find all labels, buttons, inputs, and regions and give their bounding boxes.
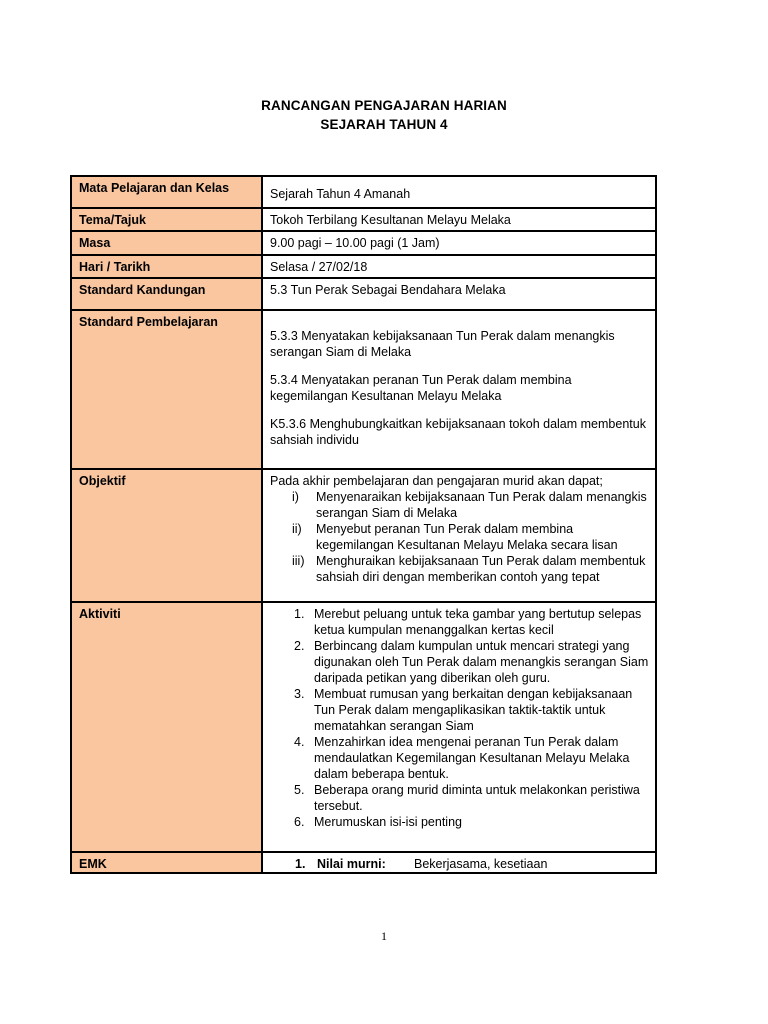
list-marker: 2. (294, 639, 305, 653)
list-item-text: Merebut peluang untuk teka gambar yang bertutup selepas ketua kumpulan menanggalkan kertas kecil (314, 607, 642, 637)
standard-item: K5.3.6 Menghubungkaitkan kebijaksanaan tokoh dalam membentuk sahsiah individu (270, 417, 646, 447)
row-masa (71, 231, 656, 255)
value-hari: Selasa / 27/02/18 (262, 255, 656, 278)
list-item-text: Berbincang dalam kumpulan untuk mencari strategi yang digunakan oleh Tun Perak dalam menangkis serangan Siam daripada petikan yang diberikan oleh guru. (314, 639, 649, 685)
list-marker: ii) (292, 522, 302, 536)
emk-number: 1. (295, 857, 306, 871)
emk-key: Nilai murni: (317, 857, 386, 871)
list-item (270, 814, 649, 830)
lesson-plan-table (70, 175, 657, 874)
list-marker: iii) (292, 554, 305, 568)
row-objektif (71, 469, 656, 602)
list-item-text: Merumuskan isi-isi penting (314, 815, 462, 829)
value-mata-pelajaran: Sejarah Tahun 4 Amanah (262, 176, 656, 208)
list-item (270, 734, 649, 782)
value-objektif (262, 469, 656, 602)
label-tema: Tema/Tajuk (71, 208, 262, 231)
list-item (270, 521, 649, 553)
list-item (270, 489, 649, 521)
emk-item (270, 856, 649, 872)
list-item (270, 782, 649, 814)
value-standard-kandungan: 5.3 Tun Perak Sebagai Bendahara Melaka (262, 278, 656, 310)
list-marker: 4. (294, 735, 305, 749)
list-marker: i) (292, 490, 299, 504)
label-mata-pelajaran: Mata Pelajaran dan Kelas (71, 176, 262, 208)
value-masa: 9.00 pagi – 10.00 pagi (1 Jam) (262, 231, 656, 255)
row-mata-pelajaran (71, 176, 656, 208)
objektif-list (270, 489, 649, 585)
value-emk (262, 852, 656, 873)
label-emk: EMK (71, 852, 262, 873)
value-tema: Tokoh Terbilang Kesultanan Melayu Melaka (262, 208, 656, 231)
list-item (270, 638, 649, 686)
row-aktiviti (71, 602, 656, 852)
list-item-text: Beberapa orang murid diminta untuk melakonkan peristiwa tersebut. (314, 783, 640, 813)
list-item-text: Menzahirkan idea mengenai peranan Tun Perak dalam mendaulatkan Kegemilangan Kesultanan Melayu Melaka dalam beberapa bentuk. (314, 735, 630, 781)
label-masa: Masa (71, 231, 262, 255)
list-marker: 1. (294, 607, 305, 621)
list-item-text: Membuat rumusan yang berkaitan dengan kebijaksanaan Tun Perak dalam mengaplikasikan taktik-taktik untuk mematahkan serangan Siam (314, 687, 633, 733)
value-standard-pembelajaran (262, 310, 656, 469)
list-item-text: Menyebut peranan Tun Perak dalam membina kegemilangan Kesultanan Melayu Melaka secara lisan (316, 522, 618, 552)
row-hari (71, 255, 656, 278)
emk-value: Bekerjasama, kesetiaan (414, 857, 548, 871)
list-marker: 5. (294, 783, 305, 797)
list-item-text: Menghuraikan kebijaksanaan Tun Perak dalam membentuk sahsiah diri dengan memberikan contoh yang tepat (316, 554, 646, 584)
document-title (0, 96, 768, 134)
aktiviti-list (270, 606, 649, 830)
label-standard-pembelajaran: Standard Pembelajaran (71, 310, 262, 469)
standard-item: 5.3.4 Menyatakan peranan Tun Perak dalam membina kegemilangan Kesultanan Melayu Melaka (270, 373, 572, 403)
row-standard-kandungan (71, 278, 656, 310)
list-marker: 3. (294, 687, 305, 701)
value-aktiviti (262, 602, 656, 852)
label-aktiviti: Aktiviti (71, 602, 262, 852)
label-hari: Hari / Tarikh (71, 255, 262, 278)
standard-item: 5.3.3 Menyatakan kebijaksanaan Tun Perak dalam menangkis serangan Siam di Melaka (270, 329, 615, 359)
label-standard-kandungan: Standard Kandungan (71, 278, 262, 310)
title-line-2: SEJARAH TAHUN 4 (320, 117, 448, 132)
list-item-text: Menyenaraikan kebijaksanaan Tun Perak dalam menangkis serangan Siam di Melaka (316, 490, 647, 520)
row-tema (71, 208, 656, 231)
list-item (270, 553, 649, 585)
title-line-1: RANCANGAN PENGAJARAN HARIAN (261, 98, 507, 113)
row-standard-pembelajaran (71, 310, 656, 469)
list-item (270, 606, 649, 638)
page-number: 1 (381, 929, 387, 943)
objektif-intro: Pada akhir pembelajaran dan pengajaran murid akan dapat; (270, 474, 603, 488)
row-emk (71, 852, 656, 873)
label-objektif: Objektif (71, 469, 262, 602)
list-marker: 6. (294, 815, 305, 829)
list-item (270, 686, 649, 734)
